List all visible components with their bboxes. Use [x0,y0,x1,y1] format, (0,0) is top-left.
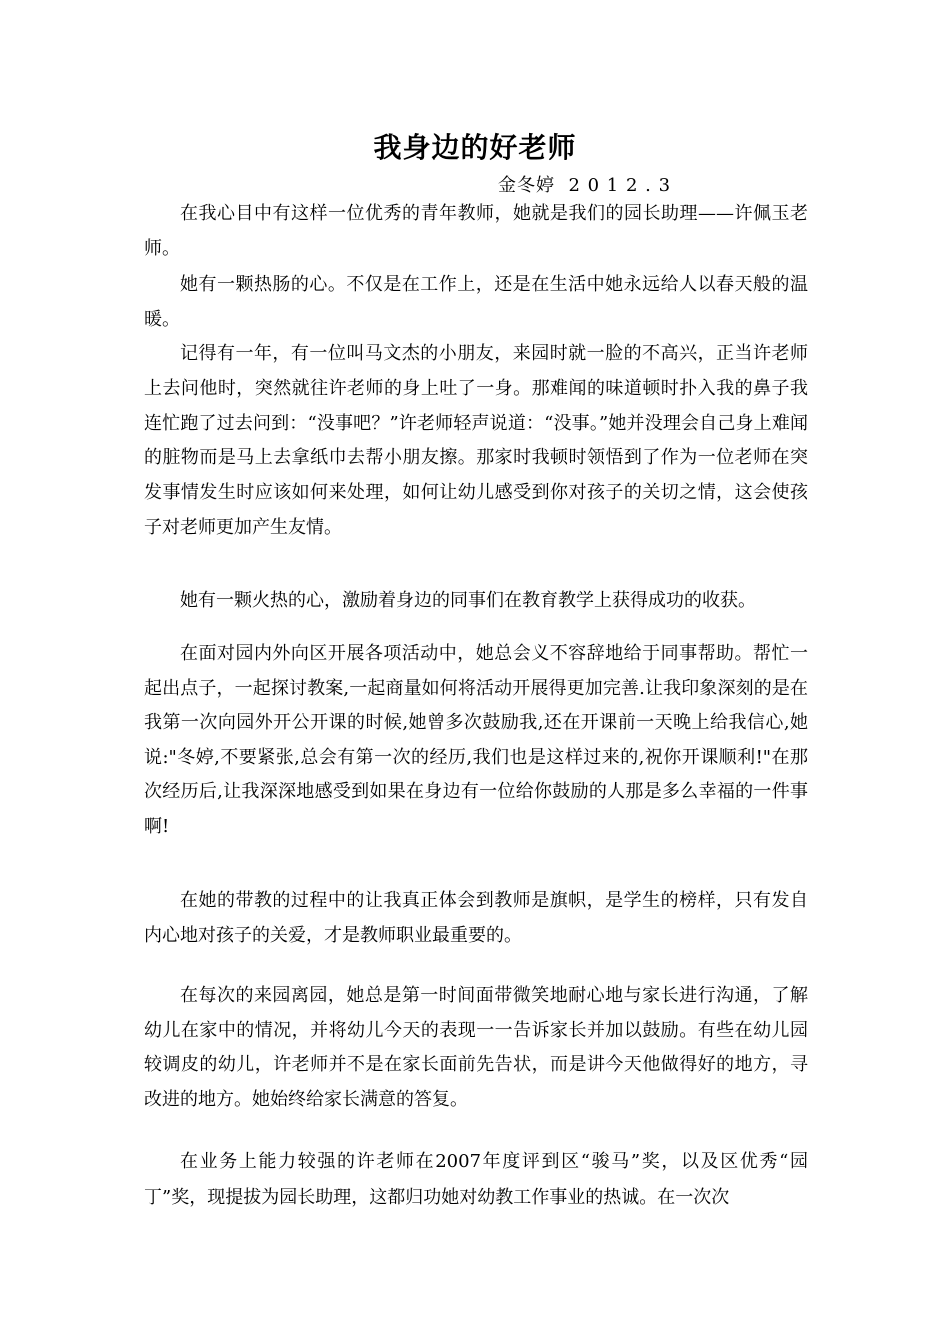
paragraph-fiery-heart: 她有一颗火热的心，激励着身边的同事们在教育教学上获得成功的收获。 [180,590,756,611]
page-title: 我身边的好老师 [373,131,577,164]
paragraph-anecdote: 记得有一年，有一位叫马文杰的小朋友，来园时就一脸的不高兴，正当许老师上去问他时，突然就往许老师的身上吐了一身。那难闻的味道顿时扑入我的鼻子我连忙跑了过去问到：“没事吧？”许老师轻声说道：“没事。”她并没理会自己身上难闻的脏物而是马上去拿纸巾去帮小朋友擦。那家时我顿时领悟到了作为一位老师在突发事情发生时应该如何来处理，如何让幼儿感受到你对孩子的关切之情，这会使孩子对老师更加产生友情。 [144,343,808,538]
paragraph-helping-colleagues: 在面对园内外向区开展各项活动中，她总会义不容辞地给于同事帮助。帮忙一起出点子，一起探讨教案,一起商量如何将活动开展得更加完善.让我印象深刻的是在我第一次向园外开公开课的时候,她曾多次鼓励我,还在开课前一天晚上给我信心,她说:"冬婷,不要紧张,总会有第一次的经历,我们也是这样过来的,祝你开课顺利!"在那次经历后,让我深深地感受到如果在身边有一位给你鼓励的人那是多么幸福的一件事啊! [144,643,808,837]
paragraph-mentoring: 在她的带教的过程中的让我真正体会到教师是旗帜，是学生的榜样，只有发自内心地对孩子的关爱，才是教师职业最重要的。 [144,890,808,946]
paragraph-intro: 在我心目中有这样一位优秀的青年教师，她就是我们的园长助理——许佩玉老师。 [144,203,808,259]
paragraph-awards: 在业务上能力较强的许老师在2007年度评到区“骏马”奖，以及区优秀“园丁”奖，现提拔为园长助理，这都归功她对幼教工作事业的热诚。在一次次 [144,1151,808,1208]
author-date-byline: 金冬婷 2 0 1 2 . 3 [498,175,672,196]
paragraph-warm-heart: 她有一颗热肠的心。不仅是在工作上，还是在生活中她永远给人以春天般的温暖。 [144,274,808,330]
paragraph-parent-communication: 在每次的来园离园，她总是第一时间面带微笑地耐心地与家长进行沟通，了解幼儿在家中的情况，并将幼儿今天的表现一一告诉家长并加以鼓励。有些在幼儿园较调皮的幼儿，许老师并不是在家长面前先告状，而是讲今天他做得好的地方，寻改进的地方。她始终给家长满意的答复。 [144,985,808,1110]
